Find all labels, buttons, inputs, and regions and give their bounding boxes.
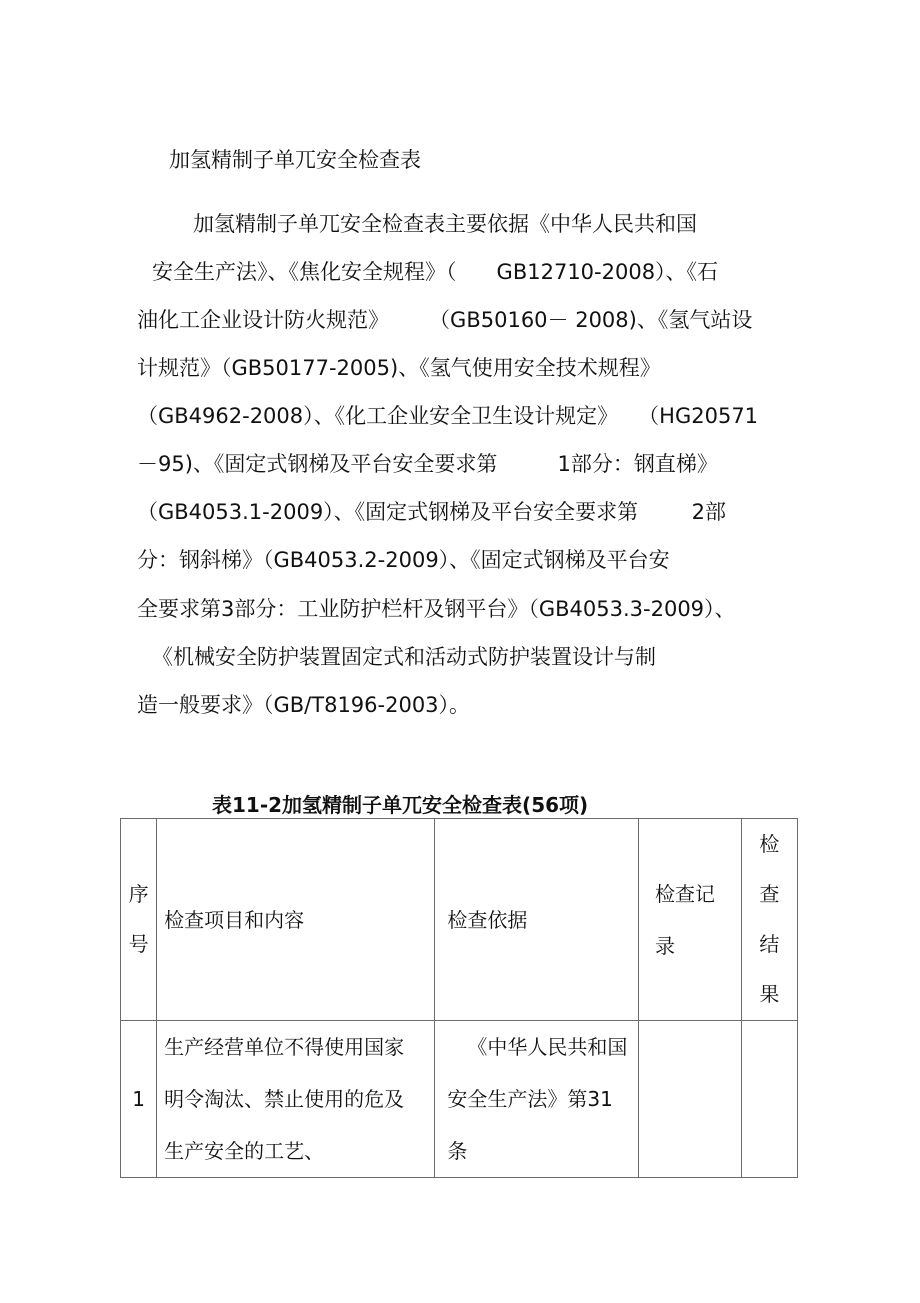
row-item: 生产经营单位不得使用国家明令淘汰、禁止使用的危及生产安全的工艺、 <box>164 1035 405 1163</box>
paragraph-line-2: 安全生产法》、《焦化安全规程》（ GB12710-2008）、《石 <box>152 260 719 284</box>
paragraph-line-10: 《机械安全防护装置固定式和活动式防护装置设计与制 <box>152 645 656 669</box>
check-table <box>120 818 798 1178</box>
header-seq: 序号 <box>128 882 149 956</box>
header-item: 检查项目和内容 <box>164 907 305 932</box>
paragraph-line-11: 造一般要求》（GB/T8196-2003）。 <box>137 693 471 717</box>
paragraph-line-1: 加氢精制子单兀安全检查表主要依据《中华人民共和国 <box>193 212 697 236</box>
header-record: 检查记录 <box>654 881 715 958</box>
table-caption: 表11-2加氢精制子单兀安全检查表(56项) <box>212 793 589 817</box>
paragraph-line-6: －95)、《固定式钢梯及平台安全要求第 1部分：钢直梯》 <box>137 452 718 476</box>
header-basis: 检查依据 <box>447 907 528 932</box>
paragraph-line-8: 分：钢斜梯》（GB4053.2-2009）、《固定式钢梯及平台安 <box>137 548 670 572</box>
row-result-cell <box>741 1021 797 1178</box>
paragraph-line-3: 油化工企业设计防火规范》 （GB50160－ 2008)、《氢气站设 <box>137 308 753 332</box>
row-seq: 1 <box>132 1087 145 1111</box>
document-heading: 加氢精制子单兀安全检查表 <box>169 148 421 172</box>
paragraph-line-9: 全要求第3部分：工业防护栏杆及钢平台》（GB4053.3-2009）、 <box>137 597 736 621</box>
row-seq-cell <box>121 1021 157 1178</box>
header-record-cell <box>639 819 741 1021</box>
row-basis: 《中华人民共和国安全生产法》第31条 <box>447 1035 628 1163</box>
row-record-cell <box>639 1021 741 1178</box>
header-result-cell <box>741 819 797 1021</box>
header-result: 检查结果 <box>759 832 780 1006</box>
paragraph-line-5: （GB4962-2008）、《化工企业安全卫生设计规定》 （HG20571 <box>137 404 759 428</box>
paragraph-line-4: 计规范》（GB50177-2005)、《氢气使用安全技术规程》 <box>137 356 661 380</box>
row-item-cell <box>157 1021 435 1178</box>
header-item-cell <box>157 819 435 1021</box>
row-basis-cell <box>435 1021 639 1178</box>
header-basis-cell <box>435 819 639 1021</box>
header-seq-cell <box>121 819 157 1021</box>
paragraph-line-7: （GB4053.1-2009）、《固定式钢梯及平台安全要求第 2部 <box>137 500 726 524</box>
table-row <box>121 1021 798 1178</box>
table-header-row <box>121 819 798 1021</box>
